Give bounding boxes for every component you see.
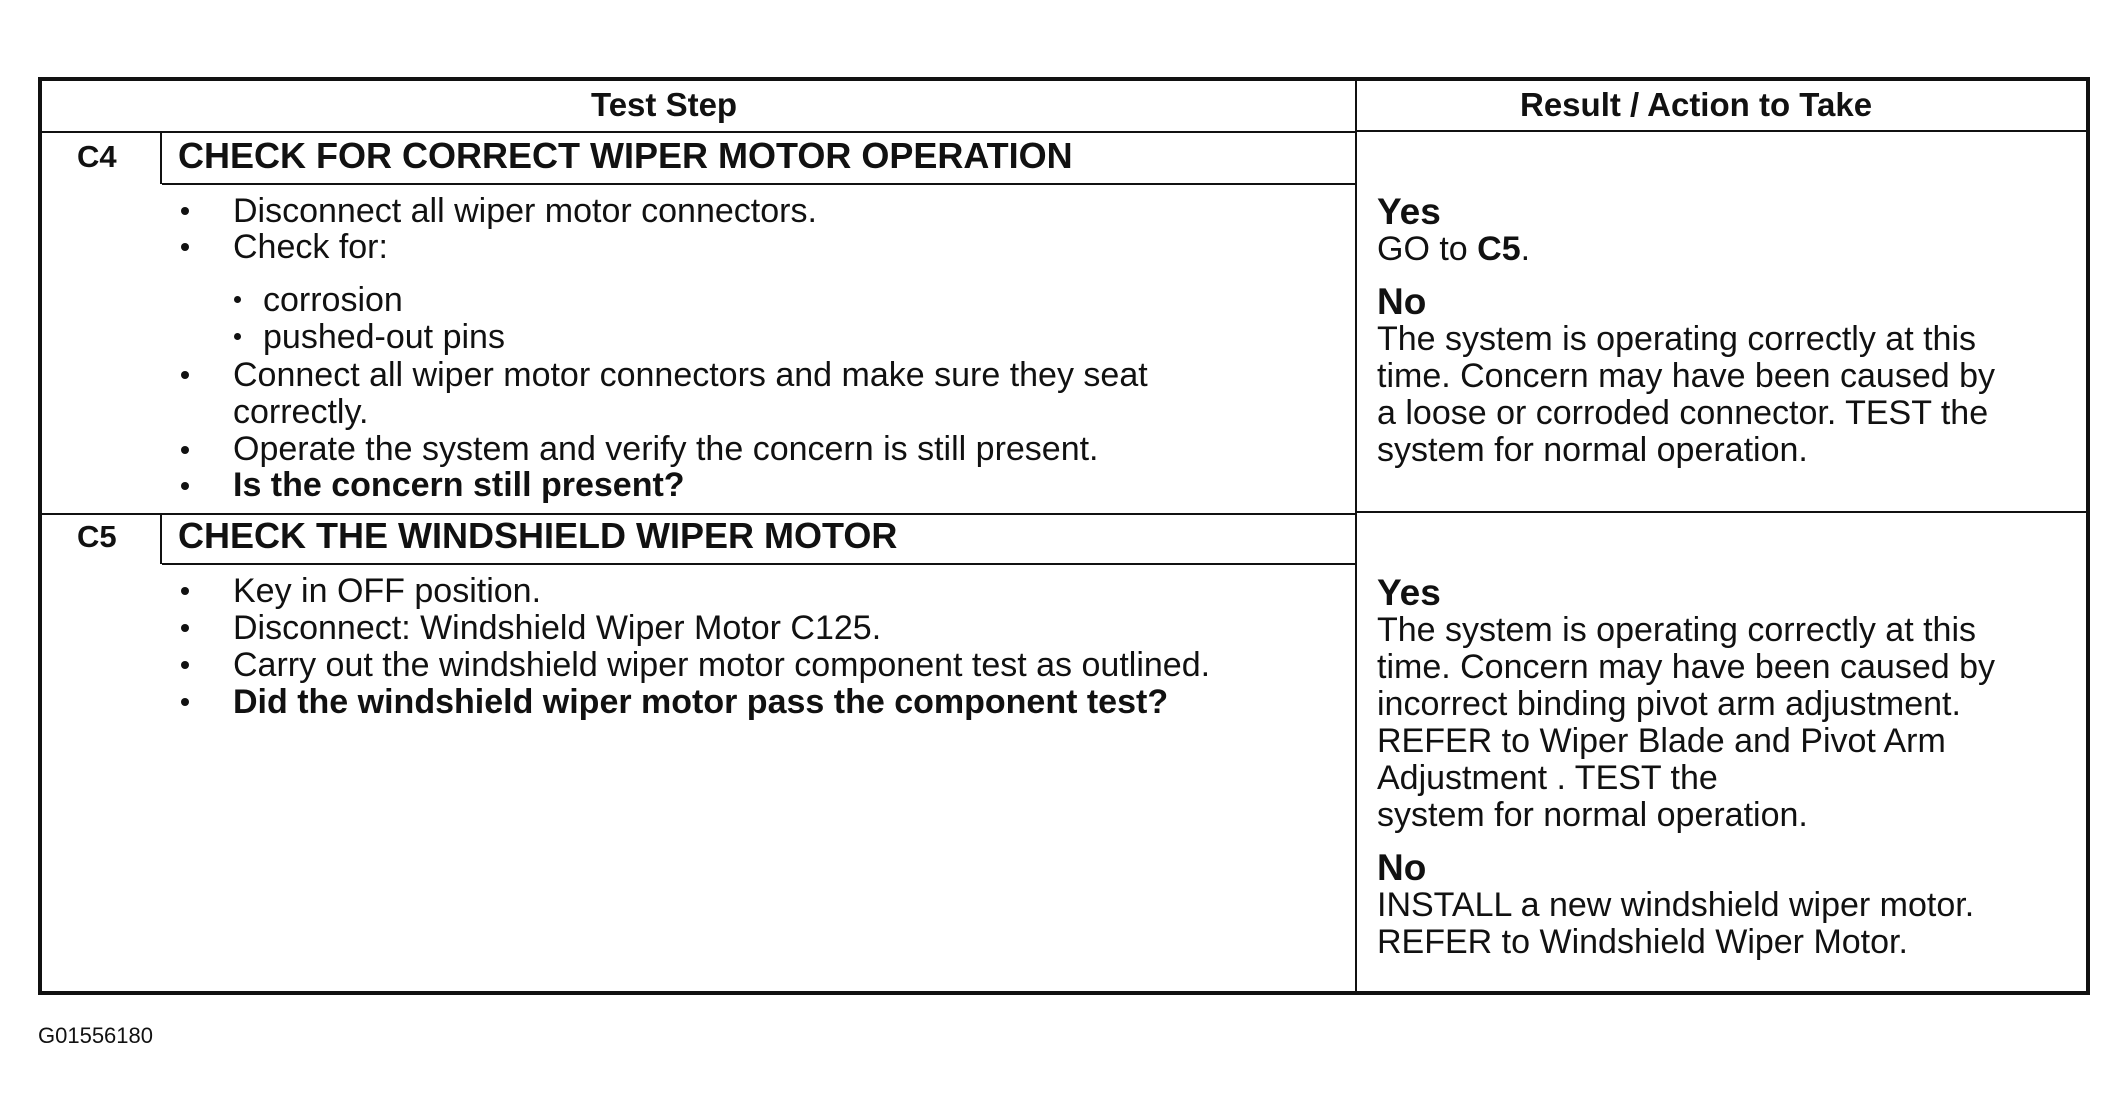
c4-no-line-4: system for normal operation. <box>1377 431 1808 469</box>
step-c5-item-3: Carry out the windshield wiper motor component test as outlined. <box>233 646 1211 684</box>
step-c5-bullet-1 <box>181 587 189 595</box>
c5-no-line-1: INSTALL a new windshield wiper motor. <box>1377 886 1975 924</box>
step-c4-bullet-5 <box>181 482 189 490</box>
c5-no-label: No <box>1377 847 1427 888</box>
step-c5-item-2: Disconnect: Windshield Wiper Motor C125. <box>233 609 882 647</box>
c5-yes-line-1: The system is operating correctly at this <box>1377 611 1977 649</box>
c4-yes-target: C5 <box>1477 230 1521 268</box>
step-title-c5: CHECK THE WINDSHIELD WIPER MOTOR <box>178 515 898 556</box>
step-c5-question: Did the windshield wiper motor pass the component test? <box>233 683 1169 721</box>
step-c4-bullet-4 <box>181 446 189 454</box>
step-id-divider-c5 <box>160 514 162 564</box>
step-c4-bullet-1 <box>181 207 189 215</box>
column-divider <box>1355 81 1357 991</box>
step-c4-subitem-2: pushed-out pins <box>263 318 505 356</box>
c4-no-line-2: time. Concern may have been caused by <box>1377 357 1996 395</box>
c4-yes-action <box>1377 232 1530 266</box>
step-c4-bullet-2 <box>181 243 189 251</box>
step-c5-bullet-2 <box>181 624 189 632</box>
header-result-action: Result / Action to Take <box>1520 86 1873 123</box>
step-title-c4: CHECK FOR CORRECT WIPER MOTOR OPERATION <box>178 135 1073 176</box>
header-test-step: Test Step <box>591 86 738 123</box>
c5-yes-line-4: REFER to Wiper Blade and Pivot Arm <box>1377 722 1946 760</box>
results-c4-bottom-separator <box>1357 511 2086 513</box>
step-id-divider-c4 <box>160 133 162 184</box>
step-c4-item-3-continued: correctly. <box>233 393 369 431</box>
step-c4-subitem-1: corrosion <box>263 281 403 319</box>
step-c4-item-3: Connect all wiper motor connectors and make sure they seat <box>233 356 1148 394</box>
c5-yes-label: Yes <box>1377 572 1441 613</box>
c5-no-line-2: REFER to Windshield Wiper Motor. <box>1377 923 1908 961</box>
results-header-separator <box>1357 130 2086 132</box>
step-c5-bullet-4 <box>181 698 189 706</box>
step-c5-title-separator <box>162 563 1355 565</box>
c4-no-line-1: The system is operating correctly at this <box>1377 320 1977 358</box>
c4-no-line-3: a loose or corroded connector. TEST the <box>1377 394 1989 432</box>
step-c4-item-1: Disconnect all wiper motor connectors. <box>233 192 817 230</box>
step-c4-sub-bullet-2 <box>234 333 241 340</box>
c4-yes-action-suffix: . <box>1520 230 1531 268</box>
step-c4-title-separator <box>162 183 1355 185</box>
step-c4-question: Is the concern still present? <box>233 466 685 504</box>
step-c4-item-4: Operate the system and verify the concern is still present. <box>233 430 1099 468</box>
step-id-c5: C5 <box>77 519 117 554</box>
step-c4-item-2: Check for: <box>233 228 388 266</box>
c5-yes-line-3: incorrect binding pivot arm adjustment. <box>1377 685 1961 723</box>
step-c5-item-1: Key in OFF position. <box>233 572 542 610</box>
step-c4-sub-bullet-1 <box>234 296 241 303</box>
step-id-c4: C4 <box>77 139 117 174</box>
c4-yes-label: Yes <box>1377 191 1441 232</box>
header-separator <box>42 131 1355 133</box>
c5-yes-line-6: system for normal operation. <box>1377 796 1808 834</box>
step-c4-bullet-3 <box>181 371 189 379</box>
figure-id: G01556180 <box>38 1023 153 1048</box>
c5-yes-line-5: Adjustment . TEST the <box>1377 759 1718 797</box>
c5-yes-line-2: time. Concern may have been caused by <box>1377 648 1996 686</box>
c4-no-label: No <box>1377 281 1427 322</box>
c4-yes-action-prefix: GO to <box>1377 230 1468 268</box>
step-c5-bullet-3 <box>181 661 189 669</box>
